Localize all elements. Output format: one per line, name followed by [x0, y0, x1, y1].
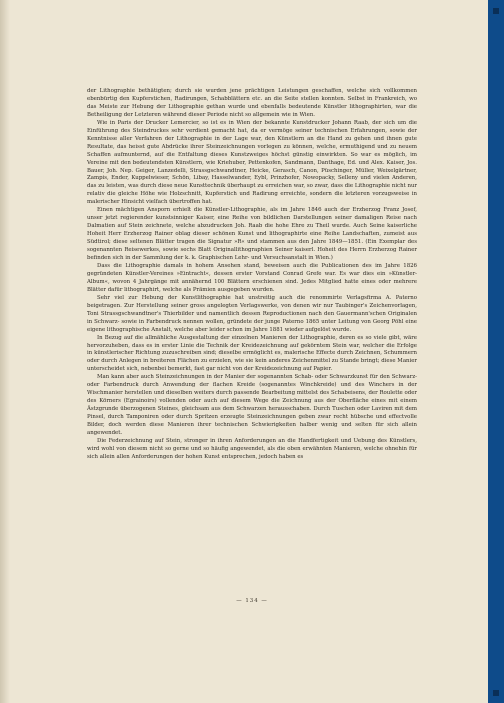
- paragraph: Wie in Paris der Drucker Lemercier, so ist es in Wien der bekannte Kunstdrucker Johann Raab, der sich um die Einführung des Steindruckes sehr verdient gemacht hat, da er vermöge seiner technischen Erfahrungen, sowie der Kenntnisse aller Verfahren der Lithographie in der Lage war, den Künstlern an die Hand zu gehen und ihnen gute Resultate, das heisst gute Abdrücke ihrer Steinzeichnungen vorlegen zu können, welche, ermuthigend und zu neuem Schaffen aufmunternd, auf die Entfaltung dieses Kunstzweiges höchst günstig einwirkten. So war es möglich, im Vereine mit den bedeutendsten Künstlern, wie Kriehuber, Pettenkofen, Sandmann, Danthage, Ed. und Alex. Kaiser, Jos. Bauer, Joh. Nep. Geiger, Lanzedelli, Strassgschwandtner, Heicke, Gerasch, Canon, Püschinger, Müller, Weixelgärtner, Zampis, Ender, Kuppelwieser, Schön, Libay, Hasselwander, Eybl, Prinzhofer, Nowopacky, Selleny und vielen Anderen, das zu leisten, was durch diese neue Kunsttechnik überhaupt zu erreichen war, so zwar, dass die Lithographie nicht nur relativ die gleiche Höhe wie Holzschnitt, Kupferstich und Radirung erreichte, sondern die letzteren vorzugsweise in malerischer Hinsicht vielfach übertroffen hat.: [87, 119, 417, 206]
- paragraph: der Lithographie bethätigten; durch sie wurden jene prächtigen Leistungen geschaffen, welche sich vollkommen ebenbürtig den Kupferstichen, Radirungen, Schabblättern etc. an die Seite stellen konnten. Selbst in Frankreich, wo das Meiste zur Hebung der Lithographie gethan wurde und ebenfalls bedeutende Künstler lithographirten, war die Betheiligung der Letzteren während dieser Periode nicht so allgemein wie in Wien.: [87, 88, 417, 118]
- paragraph: In Bezug auf die allmähliche Ausgestaltung der einzelnen Manieren der Lithographie, deren es so viele gibt, wäre hervorzuheben, dass es in erster Linie die Technik der Kreidezeichnung auf gekörntem Stein war, welcher die Erfolge in künstlerischer Richtung zuzuschreiben sind; dieselbe ermöglicht es, malerische Effecte durch Zeichnen, Schummern oder durch Anlegen in breiteren Flächen zu erzielen, wie sie kein anderes Zeichenmittel zu Stande bringt; diese Manier unterscheidet sich, nebenbei bemerkt, fast gar nicht von der Kreidezeichnung auf Papier.: [87, 334, 417, 373]
- paragraph: Sehr viel zur Hebung der Kunstlithographie hat unstreitig auch die renommirte Verlagsfirma A. Paterno beigetragen. Zur Herstellung seiner gross angelegten Verlagswerke, von denen wir nur Taubinger's Zeichenvorlagen, Toni Strassgschwandtner's Thierbilder und namentlich dessen Reproductionen nach den Gauermann'schen Originalen in Schwarz- sowie in Farbendruck nennen wollen, gründete der junge Paterno 1865 unter Leitung von Georg Pöhl eine eigene lithographische Anstalt, welche aber leider schon im Jahre 1881 wieder aufgelöst wurde.: [87, 294, 417, 333]
- edge-marker: [493, 690, 499, 696]
- paragraph: Dass die Lithographie damals in hohem Ansehen stand, beweisen auch die Publicationen des im Jahre 1826 gegründeten Künstler-Vereines »Eintracht«, dessen erster Vorstand Conrad Grefe war. Es war dies ein »Künstler-Album«, wovon 4 Jahrgänge mit annähernd 100 Blättern erschienen sind. Jedes Mitglied hatte eines oder mehrere Blätter dafür lithographirt, welche als Prämien ausgegeben wurden.: [87, 262, 417, 293]
- paragraph: Die Federzeichnung auf Stein, stronger in ihren Anforderungen an die Handfertigkeit und Uebung des Künstlers, wird wohl von diesem nicht so gerne und so häufig angewendet, als die oben erwähnten Manieren, welche ohnehin für sich allein allen Anforderungen der hohen Kunst entsprechen, jedoch haben es: [87, 437, 417, 460]
- body-text: [87, 88, 417, 462]
- edge-marker: [493, 8, 499, 14]
- page-edge-bar: [488, 0, 504, 703]
- paragraph: Einen mächtigen Ansporn erhielt die Künstler-Lithographie, als im Jahre 1846 auch der Erzherzog Franz Josef, unser jetzt regierender kunstsinniger Kaiser, eine Reihe von bildlichen Darstellungen seiner damaligen Reise nach Dalmatien auf Stein zeichnete, welche abzudrucken Joh. Raab die hohe Ehre zu Theil wurde. Auch Seine kaiserliche Hoheit Herr Erzherzog Rainer oblag dieser schönen Kunst und lithographirte eine Reihe Landschaften, zumeist aus Südtirol; diese seltenen Blätter tragen die Signatur »R« und stammen aus den Jahre 1849—1851. (Ein Exemplar des sogenannten Reisewerkes, sowie sechs Blatt Originallithographien Seiner kaiserl. Hoheit des Herrn Erzherzog Rainer befinden sich in der Sammlung der k. k. Graphischen Lehr- und Versuchsanstalt in Wien.): [87, 207, 417, 262]
- page-number: — 134 —: [236, 598, 268, 604]
- paragraph: Man kann aber auch Steinzeichnungen in der Manier der sogenannten Schab- oder Schwarzkunst für den Schwarz- oder Farbendruck durch Anwendung der flachen Kreide (sogenanntes Winchkreide) und des Winchers in der Wischmanier herstellen und dieselben weiters durch passende Bearbeitung mittelst des Schabeisens, der Roulette oder des Körners (Egrainoirs) vollenden oder auch auf diesem Wege die Zeichnung aus der Oberfläche eines mit einem Ästzgrunde überzogenen Steines, gleichsam aus dem Schwarzen herausschaben. Durch Tuschen oder Laviren mit dem Pinsel, durch Tamponiren oder durch Spritzen erzeugte Steinzeichnungen geben zwar recht hübsche und effectvolle Bilder, doch werden diese Manieren ihrer technischen Schwierigkeiten halber wenig und selten für sich allein angewendet.: [87, 374, 417, 436]
